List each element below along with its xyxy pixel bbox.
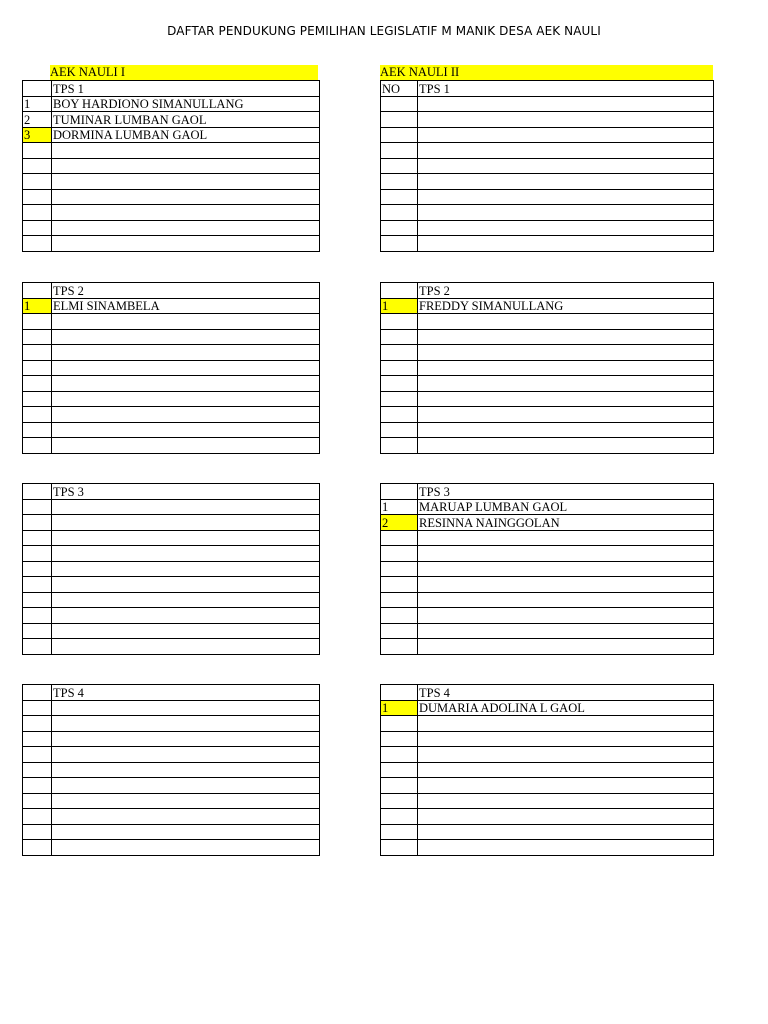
row-name-cell	[418, 376, 714, 392]
row-name-cell	[418, 422, 714, 438]
table-left-tps3	[22, 483, 320, 655]
row-name-cell	[418, 809, 714, 825]
table-row	[381, 623, 714, 639]
table-row	[381, 205, 714, 221]
row-no-cell	[23, 623, 52, 639]
row-no-cell: 1	[381, 499, 418, 515]
table-row	[381, 158, 714, 174]
table-row	[381, 592, 714, 608]
row-name-cell	[52, 778, 320, 794]
table-row	[381, 762, 714, 778]
table-row	[23, 809, 320, 825]
row-name-cell	[418, 561, 714, 577]
row-no-cell	[23, 608, 52, 624]
row-name-cell	[418, 546, 714, 562]
table-row	[381, 530, 714, 546]
table-row	[23, 561, 320, 577]
row-name-cell	[52, 189, 320, 205]
row-name-cell: DORMINA LUMBAN GAOL	[52, 127, 320, 143]
table-header-row	[23, 685, 320, 701]
header-tps-cell: TPS 4	[52, 685, 320, 701]
row-no-cell	[381, 329, 418, 345]
row-no-cell	[381, 577, 418, 593]
row-no-cell	[23, 778, 52, 794]
row-no-cell	[23, 530, 52, 546]
table-header-row	[23, 484, 320, 500]
table-row	[381, 778, 714, 794]
row-name-cell	[418, 824, 714, 840]
row-name-cell	[52, 438, 320, 454]
row-no-cell	[381, 561, 418, 577]
row-no-cell	[381, 592, 418, 608]
table-row	[381, 143, 714, 159]
table-row	[23, 143, 320, 159]
row-no-cell	[381, 840, 418, 856]
row-name-cell	[52, 809, 320, 825]
row-no-cell	[381, 422, 418, 438]
header-no-cell	[381, 685, 418, 701]
table-row	[381, 809, 714, 825]
row-no-cell	[381, 345, 418, 361]
row-name-cell	[418, 112, 714, 128]
row-no-cell	[23, 360, 52, 376]
left-block-tps3	[22, 483, 320, 655]
row-name-cell	[418, 793, 714, 809]
row-name-cell	[418, 840, 714, 856]
row-no-cell	[381, 546, 418, 562]
row-name-cell	[418, 407, 714, 423]
table-row	[381, 747, 714, 763]
row-name-cell	[418, 438, 714, 454]
table-row	[23, 174, 320, 190]
table-row	[381, 96, 714, 112]
table-row	[381, 360, 714, 376]
table-row	[381, 314, 714, 330]
table-row	[23, 127, 320, 143]
row-name-cell	[418, 592, 714, 608]
row-no-cell	[23, 639, 52, 655]
row-name-cell	[52, 345, 320, 361]
table-row	[381, 515, 714, 531]
row-no-cell	[381, 220, 418, 236]
table-row	[23, 639, 320, 655]
row-no-cell	[23, 422, 52, 438]
table-row	[381, 391, 714, 407]
row-no-cell	[381, 639, 418, 655]
row-no-cell	[23, 205, 52, 221]
right-block-tps1	[380, 65, 714, 252]
row-no-cell	[23, 840, 52, 856]
row-no-cell	[381, 762, 418, 778]
row-no-cell	[23, 577, 52, 593]
table-row	[381, 716, 714, 732]
row-name-cell	[52, 592, 320, 608]
table-left-tps1	[22, 80, 320, 252]
header-no-cell	[23, 484, 52, 500]
header-tps-cell: TPS 1	[418, 81, 714, 97]
table-row	[381, 700, 714, 716]
table-row	[23, 407, 320, 423]
table-row	[23, 546, 320, 562]
row-no-cell	[381, 747, 418, 763]
table-row	[23, 840, 320, 856]
table-row	[23, 824, 320, 840]
row-name-cell	[418, 96, 714, 112]
row-no-cell	[381, 623, 418, 639]
table-row	[381, 112, 714, 128]
row-name-cell	[52, 577, 320, 593]
row-name-cell	[52, 220, 320, 236]
row-name-cell	[52, 793, 320, 809]
header-tps-cell: TPS 2	[418, 283, 714, 299]
table-row	[381, 793, 714, 809]
table-row	[23, 608, 320, 624]
row-name-cell	[418, 608, 714, 624]
row-no-cell	[23, 561, 52, 577]
table-header-row	[23, 283, 320, 299]
row-no-cell	[23, 407, 52, 423]
table-row	[23, 314, 320, 330]
row-no-cell	[381, 360, 418, 376]
table-row	[381, 422, 714, 438]
row-no-cell	[23, 438, 52, 454]
row-name-cell	[418, 314, 714, 330]
header-no-cell: NO	[381, 81, 418, 97]
table-row	[381, 407, 714, 423]
row-name-cell	[52, 360, 320, 376]
table-row	[23, 360, 320, 376]
row-no-cell: 1	[381, 700, 418, 716]
row-no-cell	[381, 438, 418, 454]
table-row	[23, 112, 320, 128]
row-no-cell	[381, 731, 418, 747]
row-name-cell	[418, 530, 714, 546]
row-no-cell	[381, 407, 418, 423]
row-name-cell	[418, 623, 714, 639]
row-no-cell	[23, 499, 52, 515]
row-no-cell	[23, 762, 52, 778]
row-name-cell	[418, 236, 714, 252]
row-name-cell	[52, 314, 320, 330]
table-row	[381, 546, 714, 562]
header-tps-cell: TPS 3	[52, 484, 320, 500]
row-no-cell	[381, 236, 418, 252]
row-name-cell	[418, 778, 714, 794]
row-no-cell	[23, 314, 52, 330]
row-no-cell	[23, 143, 52, 159]
table-row	[23, 623, 320, 639]
row-name-cell	[52, 747, 320, 763]
row-name-cell	[418, 731, 714, 747]
header-tps-cell: TPS 2	[52, 283, 320, 299]
row-name-cell	[418, 220, 714, 236]
row-name-cell	[52, 530, 320, 546]
table-left-tps2	[22, 282, 320, 454]
row-name-cell	[418, 329, 714, 345]
row-name-cell	[52, 422, 320, 438]
row-no-cell	[23, 731, 52, 747]
row-no-cell	[381, 112, 418, 128]
header-no-cell	[23, 283, 52, 299]
row-no-cell	[381, 205, 418, 221]
table-right-tps1	[380, 80, 714, 252]
table-row	[381, 345, 714, 361]
row-name-cell	[52, 205, 320, 221]
row-no-cell	[381, 143, 418, 159]
row-no-cell	[23, 747, 52, 763]
table-row	[23, 793, 320, 809]
row-name-cell: ELMI SINAMBELA	[52, 298, 320, 314]
table-row	[381, 438, 714, 454]
row-name-cell	[52, 700, 320, 716]
table-row	[381, 824, 714, 840]
row-no-cell: 1	[381, 298, 418, 314]
table-row	[23, 298, 320, 314]
row-name-cell	[52, 608, 320, 624]
table-header-row	[23, 81, 320, 97]
table-row	[23, 391, 320, 407]
row-name-cell	[418, 143, 714, 159]
row-no-cell	[23, 174, 52, 190]
row-no-cell: 3	[23, 127, 52, 143]
table-row	[381, 840, 714, 856]
row-no-cell	[23, 716, 52, 732]
row-no-cell	[381, 778, 418, 794]
table-row	[381, 127, 714, 143]
row-no-cell	[23, 376, 52, 392]
row-no-cell	[381, 96, 418, 112]
table-row	[23, 422, 320, 438]
table-row	[23, 499, 320, 515]
table-row	[381, 220, 714, 236]
row-no-cell	[23, 546, 52, 562]
row-no-cell	[381, 809, 418, 825]
table-row	[23, 515, 320, 531]
table-row	[381, 608, 714, 624]
region-label-aek-nauli-1: AEK NAULI I	[50, 65, 318, 80]
row-no-cell	[23, 236, 52, 252]
row-name-cell	[52, 158, 320, 174]
row-no-cell	[381, 824, 418, 840]
table-header-row	[381, 484, 714, 500]
row-name-cell: DUMARIA ADOLINA L GAOL	[418, 700, 714, 716]
row-no-cell	[381, 530, 418, 546]
page-title: DAFTAR PENDUKUNG PEMILIHAN LEGISLATIF M MANIK DESA AEK NAULI	[167, 24, 601, 38]
row-no-cell	[381, 158, 418, 174]
row-no-cell	[23, 345, 52, 361]
row-no-cell	[23, 592, 52, 608]
row-name-cell	[52, 143, 320, 159]
left-block-tps4	[22, 684, 320, 856]
table-row	[381, 298, 714, 314]
table-row	[23, 220, 320, 236]
row-no-cell	[381, 127, 418, 143]
left-block-tps1	[22, 65, 320, 252]
row-no-cell: 2	[381, 515, 418, 531]
row-no-cell	[381, 189, 418, 205]
table-row	[381, 561, 714, 577]
row-name-cell: MARUAP LUMBAN GAOL	[418, 499, 714, 515]
header-no-cell	[23, 685, 52, 701]
row-name-cell	[52, 731, 320, 747]
row-no-cell: 1	[23, 96, 52, 112]
row-no-cell	[23, 220, 52, 236]
row-name-cell	[52, 639, 320, 655]
row-name-cell: FREDDY SIMANULLANG	[418, 298, 714, 314]
row-no-cell	[381, 391, 418, 407]
table-row	[23, 345, 320, 361]
row-no-cell	[23, 329, 52, 345]
header-no-cell	[381, 484, 418, 500]
row-name-cell	[52, 329, 320, 345]
table-header-row	[381, 283, 714, 299]
row-no-cell	[381, 793, 418, 809]
table-row	[381, 639, 714, 655]
table-row	[23, 762, 320, 778]
row-no-cell	[23, 158, 52, 174]
row-no-cell: 2	[23, 112, 52, 128]
row-name-cell: BOY HARDIONO SIMANULLANG	[52, 96, 320, 112]
row-name-cell	[52, 407, 320, 423]
table-row	[381, 189, 714, 205]
table-header-row	[381, 81, 714, 97]
row-name-cell	[52, 499, 320, 515]
row-name-cell	[52, 840, 320, 856]
row-no-cell	[23, 793, 52, 809]
row-no-cell	[381, 608, 418, 624]
row-name-cell	[418, 391, 714, 407]
row-name-cell	[418, 360, 714, 376]
row-no-cell: 1	[23, 298, 52, 314]
table-row	[23, 189, 320, 205]
row-name-cell	[418, 127, 714, 143]
right-block-tps3	[380, 483, 714, 655]
row-no-cell	[381, 716, 418, 732]
row-name-cell	[52, 515, 320, 531]
table-row	[381, 731, 714, 747]
row-name-cell	[52, 762, 320, 778]
table-row	[381, 499, 714, 515]
row-name-cell	[418, 762, 714, 778]
row-name-cell	[418, 747, 714, 763]
table-row	[381, 577, 714, 593]
table-row	[23, 747, 320, 763]
table-left-tps4	[22, 684, 320, 856]
table-row	[23, 376, 320, 392]
table-row	[23, 236, 320, 252]
row-name-cell	[418, 158, 714, 174]
table-row	[23, 716, 320, 732]
row-name-cell	[418, 577, 714, 593]
row-name-cell	[52, 236, 320, 252]
table-header-row	[381, 685, 714, 701]
table-row	[23, 700, 320, 716]
table-row	[23, 438, 320, 454]
table-row	[23, 577, 320, 593]
header-no-cell	[381, 283, 418, 299]
row-no-cell	[381, 174, 418, 190]
table-row	[23, 592, 320, 608]
table-row	[23, 158, 320, 174]
row-name-cell	[52, 174, 320, 190]
region-label-aek-nauli-2: AEK NAULI II	[380, 65, 713, 80]
table-row	[23, 778, 320, 794]
right-block-tps4	[380, 684, 714, 856]
row-name-cell	[418, 639, 714, 655]
table-row	[381, 329, 714, 345]
table-row	[23, 530, 320, 546]
table-row	[381, 174, 714, 190]
table-right-tps2	[380, 282, 714, 454]
row-name-cell	[418, 716, 714, 732]
header-no-cell	[23, 81, 52, 97]
row-name-cell: TUMINAR LUMBAN GAOL	[52, 112, 320, 128]
table-row	[381, 236, 714, 252]
row-name-cell	[52, 716, 320, 732]
row-no-cell	[23, 515, 52, 531]
table-row	[23, 731, 320, 747]
row-name-cell	[418, 174, 714, 190]
header-tps-cell: TPS 3	[418, 484, 714, 500]
row-no-cell	[23, 189, 52, 205]
row-no-cell	[23, 700, 52, 716]
table-row	[23, 205, 320, 221]
row-no-cell	[23, 824, 52, 840]
row-no-cell	[23, 809, 52, 825]
row-name-cell	[418, 205, 714, 221]
row-name-cell	[52, 546, 320, 562]
header-tps-cell: TPS 4	[418, 685, 714, 701]
row-name-cell: RESINNA NAINGGOLAN	[418, 515, 714, 531]
row-no-cell	[381, 376, 418, 392]
header-tps-cell: TPS 1	[52, 81, 320, 97]
row-name-cell	[52, 391, 320, 407]
table-right-tps3	[380, 483, 714, 655]
row-no-cell	[23, 391, 52, 407]
row-no-cell	[381, 314, 418, 330]
right-block-tps2	[380, 282, 714, 454]
table-row	[23, 329, 320, 345]
row-name-cell	[418, 189, 714, 205]
row-name-cell	[52, 623, 320, 639]
left-block-tps2	[22, 282, 320, 454]
row-name-cell	[52, 824, 320, 840]
table-right-tps4	[380, 684, 714, 856]
table-row	[23, 96, 320, 112]
row-name-cell	[418, 345, 714, 361]
row-name-cell	[52, 561, 320, 577]
table-row	[381, 376, 714, 392]
row-name-cell	[52, 376, 320, 392]
